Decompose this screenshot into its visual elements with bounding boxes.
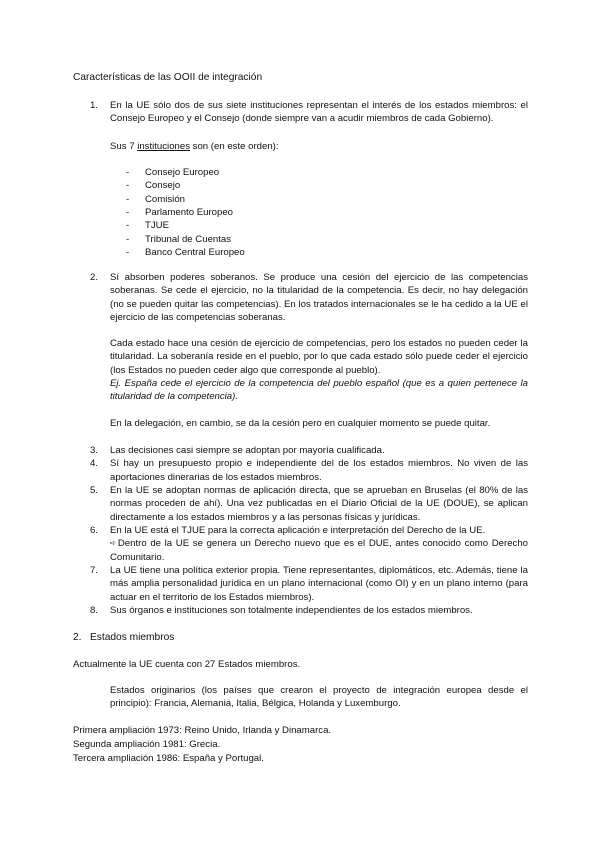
page-title: Características de las OOII de integración [73,72,263,83]
list-number: 3. [89,445,98,456]
dash-bullet: - [126,206,130,218]
arrow-icon: ➪ [110,540,116,548]
members-count-line: Actualmente la UE cuenta con 27 Estados miembros. [73,659,301,670]
list-number: 6. [89,525,98,536]
list-item: La UE tiene una política exterior propia. Tiene representantes, diplomáticos, etc. Además, tiene la más amplia personalidad jurídica en un plano internacional (como OI) y en un plano interno (para actuar en el territorio de los Estados miembros). [110,565,528,603]
dash-bullet: - [126,180,130,192]
dash-bullet: - [126,246,130,258]
institutions-underlined-word: instituciones [137,141,190,152]
institution-name: Consejo [145,180,181,192]
institutions-intro-suffix: son (en este orden): [190,141,279,152]
institution-name: TJUE [145,220,169,232]
dash-bullet: - [126,220,130,232]
institutions-intro-prefix: Sus 7 [110,141,138,152]
list-item: Sí hay un presupuesto propio e independiente del de los estados miembros. No viven de las aportaciones dinerarias de los estados miembros. [110,458,528,483]
list-number: 4. [89,458,98,470]
enlargement-line: Tercera ampliación 1986: España y Portugal. [73,753,264,764]
institution-name: Comisión [145,193,185,205]
dash-bullet: - [126,167,130,178]
section-number: 2. [73,632,82,643]
list-number: 2. [89,272,98,283]
sub-note-text: Dentro de la UE se genera un Derecho nuevo que es el DUE, antes conocido como Derecho Comunitario. [110,538,528,563]
institution-name: Consejo Europeo [145,167,220,178]
dash-bullet: - [126,233,130,245]
example-paragraph: Ej. España cede el ejercicio de la competencia del pueblo español (que es a quien pertenece la titularidad de la competencia). [110,378,528,403]
enlargement-line: Primera ampliación 1973: Reino Unido, Irlanda y Dinamarca. [73,725,332,736]
dash-bullet: - [126,193,130,205]
institution-name: Banco Central Europeo [145,246,245,258]
section-heading [73,631,174,644]
paragraph: En la delegación, en cambio, se da la cesión pero en cualquier momento se puede quitar. [110,418,491,429]
list-number: 8. [89,605,98,616]
institution-name: Tribunal de Cuentas [145,233,232,245]
list-number: 5. [89,485,98,496]
list-number: 7. [89,565,98,576]
list-item: En la UE sólo dos de sus siete instituciones representan el interés de los estados miembros: el Consejo Europeo y el Consejo (donde siempre van a acudir miembros de cada Gobierno). [110,100,528,125]
list-item: En la UE está el TJUE para la correcta aplicación e interpretación del Derecho de la UE. [110,525,486,536]
list-item: Las decisiones casi siempre se adoptan por mayoría cualificada. [110,445,385,456]
institutions-intro [110,140,528,153]
list-number: 1. [89,100,98,111]
sub-note [110,537,528,564]
original-states-paragraph: Estados originarios (los países que crearon el proyecto de integración europea desde el principio): Francia, Alemania, Italia, Bélgica, Holanda y Luxemburgo. [110,685,528,710]
list-item: Sí absorben poderes soberanos. Se produce una cesión del ejercicio de las competencias soberanas. Se cede el ejercicio, no la titularidad de la competencia. Es decir, no hay delegación (no se pueden quitar las competencias). En los tratados internacionales se le ha cedido a la UE el ejercicio de las competencias soberanas. [110,272,528,323]
list-item: En la UE se adoptan normas de aplicación directa, que se aprueban en Bruselas (el 80% de las normas proceden de ahí). Una vez publicadas en el Diario Oficial de la UE (DOUE), se aplican directamente a los estados miembros y a las personas físicas y jurídicas. [110,485,528,523]
paragraph: Cada estado hace una cesión de ejercicio de competencias, pero los estados no pueden ceder la titularidad. La soberanía reside en el pueblo, por lo que cada estado sólo puede ceder el ejercicio (los Estados no pueden ceder algo que corresponde al pueblo). [110,338,528,376]
list-item: Sus órganos e instituciones son totalmente independientes de los estados miembros. [110,605,473,616]
enlargement-line: Segunda ampliación 1981: Grecia. [73,739,221,750]
institution-name: Parlamento Europeo [145,206,233,218]
section-title: Estados miembros [90,632,175,643]
